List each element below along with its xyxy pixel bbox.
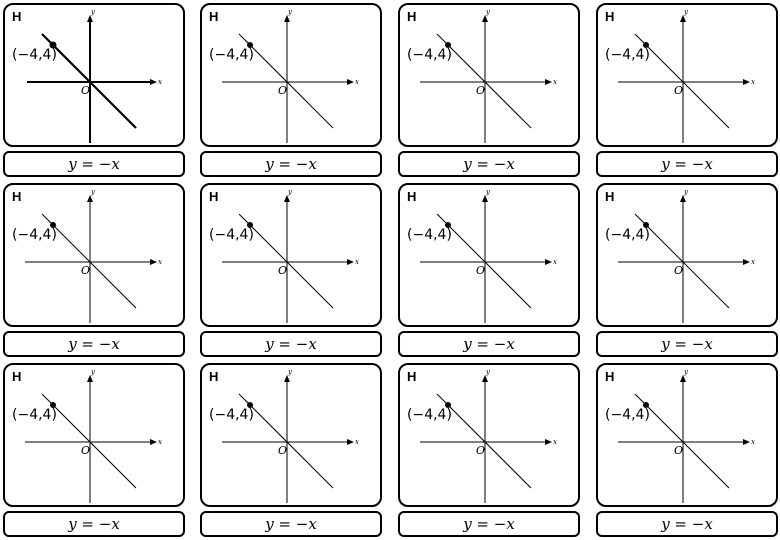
graph-card xyxy=(596,3,778,147)
y-axis-label: y xyxy=(684,368,688,376)
origin-label: O xyxy=(674,444,684,457)
x-axis-arrow-icon xyxy=(545,439,552,445)
coordinate-plot xyxy=(5,185,183,325)
x-axis-arrow-icon xyxy=(150,439,157,445)
y-axis-label: y xyxy=(486,188,490,196)
equation-card xyxy=(596,331,778,357)
coordinate-plot xyxy=(598,5,776,145)
coordinate-plot xyxy=(400,365,578,505)
equation-card xyxy=(200,151,382,177)
x-axis-arrow-icon xyxy=(150,79,157,85)
x-axis-label: x xyxy=(158,438,162,446)
x-axis-arrow-icon xyxy=(743,439,750,445)
equation-card xyxy=(398,331,580,357)
equation-card xyxy=(200,331,382,357)
point-label: (−4,4) xyxy=(209,227,254,243)
y-axis-label: y xyxy=(486,8,490,16)
coordinate-plot xyxy=(202,185,380,325)
card-letter: H xyxy=(12,9,22,24)
card-letter: H xyxy=(209,369,219,384)
x-axis-label: x xyxy=(355,438,359,446)
origin-label: O xyxy=(81,444,91,457)
y-axis-arrow-icon xyxy=(680,15,686,22)
coordinate-plot xyxy=(400,185,578,325)
graph-card xyxy=(200,363,382,507)
x-axis-arrow-icon xyxy=(347,79,354,85)
x-axis-arrow-icon xyxy=(347,439,354,445)
point-label: (−4,4) xyxy=(12,407,57,423)
y-axis-label: y xyxy=(684,8,688,16)
origin-label: O xyxy=(81,84,91,97)
equation-text: y = −x xyxy=(463,335,515,353)
x-axis-label: x xyxy=(553,438,557,446)
x-axis-label: x xyxy=(751,258,755,266)
coordinate-plot xyxy=(598,365,776,505)
equation-text: y = −x xyxy=(661,155,713,173)
y-axis-label: y xyxy=(91,8,95,16)
card-letter: H xyxy=(407,189,417,204)
card-letter: H xyxy=(605,9,615,24)
equation-card xyxy=(596,511,778,537)
y-axis-arrow-icon xyxy=(87,15,93,22)
point-label: (−4,4) xyxy=(12,227,57,243)
coordinate-plot xyxy=(400,5,578,145)
point-label: (−4,4) xyxy=(407,407,452,423)
equation-text: y = −x xyxy=(68,515,120,533)
equation-text: y = −x xyxy=(463,515,515,533)
point-label: (−4,4) xyxy=(407,47,452,63)
y-axis-label: y xyxy=(91,368,95,376)
graph-card xyxy=(398,363,580,507)
equation-text: y = −x xyxy=(265,155,317,173)
x-axis-label: x xyxy=(553,258,557,266)
y-axis-arrow-icon xyxy=(482,195,488,202)
y-axis-arrow-icon xyxy=(680,375,686,382)
graph-card xyxy=(3,3,185,147)
equation-text: y = −x xyxy=(661,515,713,533)
x-axis-arrow-icon xyxy=(545,259,552,265)
card-letter: H xyxy=(12,369,22,384)
card-letter: H xyxy=(605,189,615,204)
graph-card xyxy=(200,183,382,327)
coordinate-plot xyxy=(202,5,380,145)
card-letter: H xyxy=(407,9,417,24)
equation-card xyxy=(398,151,580,177)
y-axis-label: y xyxy=(288,8,292,16)
y-axis-arrow-icon xyxy=(482,15,488,22)
point-label: (−4,4) xyxy=(605,407,650,423)
card-letter: H xyxy=(407,369,417,384)
point-label: (−4,4) xyxy=(209,47,254,63)
point-label: (−4,4) xyxy=(605,47,650,63)
equation-text: y = −x xyxy=(68,335,120,353)
y-axis-arrow-icon xyxy=(87,195,93,202)
equation-text: y = −x xyxy=(661,335,713,353)
equation-text: y = −x xyxy=(68,155,120,173)
y-axis-label: y xyxy=(288,368,292,376)
equation-card xyxy=(596,151,778,177)
y-axis-arrow-icon xyxy=(284,15,290,22)
y-axis-arrow-icon xyxy=(284,375,290,382)
graph-card xyxy=(200,3,382,147)
card-letter: H xyxy=(12,189,22,204)
card-letter: H xyxy=(209,189,219,204)
equation-card xyxy=(3,151,185,177)
equation-text: y = −x xyxy=(265,515,317,533)
x-axis-label: x xyxy=(751,438,755,446)
origin-label: O xyxy=(476,444,486,457)
origin-label: O xyxy=(674,264,684,277)
equation-card xyxy=(3,511,185,537)
x-axis-arrow-icon xyxy=(347,259,354,265)
graph-card xyxy=(398,183,580,327)
x-axis-arrow-icon xyxy=(743,79,750,85)
card-letter: H xyxy=(605,369,615,384)
coordinate-plot xyxy=(202,365,380,505)
point-label: (−4,4) xyxy=(605,227,650,243)
point-label: (−4,4) xyxy=(209,407,254,423)
origin-label: O xyxy=(476,84,486,97)
origin-label: O xyxy=(278,264,288,277)
x-axis-label: x xyxy=(553,78,557,86)
equation-text: y = −x xyxy=(265,335,317,353)
x-axis-arrow-icon xyxy=(150,259,157,265)
x-axis-label: x xyxy=(751,78,755,86)
y-axis-label: y xyxy=(288,188,292,196)
y-axis-arrow-icon xyxy=(87,375,93,382)
card-letter: H xyxy=(209,9,219,24)
graph-card xyxy=(596,183,778,327)
equation-card xyxy=(398,511,580,537)
point-label: (−4,4) xyxy=(407,227,452,243)
origin-label: O xyxy=(278,444,288,457)
x-axis-label: x xyxy=(158,78,162,86)
y-axis-arrow-icon xyxy=(482,375,488,382)
coordinate-plot xyxy=(598,185,776,325)
graph-card xyxy=(596,363,778,507)
graph-card xyxy=(3,363,185,507)
point-label: (−4,4) xyxy=(12,47,57,63)
graph-card xyxy=(398,3,580,147)
origin-label: O xyxy=(476,264,486,277)
y-axis-label: y xyxy=(684,188,688,196)
x-axis-arrow-icon xyxy=(743,259,750,265)
coordinate-plot xyxy=(5,365,183,505)
y-axis-arrow-icon xyxy=(284,195,290,202)
y-axis-label: y xyxy=(91,188,95,196)
x-axis-label: x xyxy=(355,258,359,266)
x-axis-label: x xyxy=(355,78,359,86)
origin-label: O xyxy=(278,84,288,97)
y-axis-label: y xyxy=(486,368,490,376)
equation-card xyxy=(3,331,185,357)
x-axis-arrow-icon xyxy=(545,79,552,85)
equation-text: y = −x xyxy=(463,155,515,173)
coordinate-plot xyxy=(5,5,183,145)
origin-label: O xyxy=(674,84,684,97)
y-axis-arrow-icon xyxy=(680,195,686,202)
graph-card xyxy=(3,183,185,327)
x-axis-label: x xyxy=(158,258,162,266)
origin-label: O xyxy=(81,264,91,277)
equation-card xyxy=(200,511,382,537)
